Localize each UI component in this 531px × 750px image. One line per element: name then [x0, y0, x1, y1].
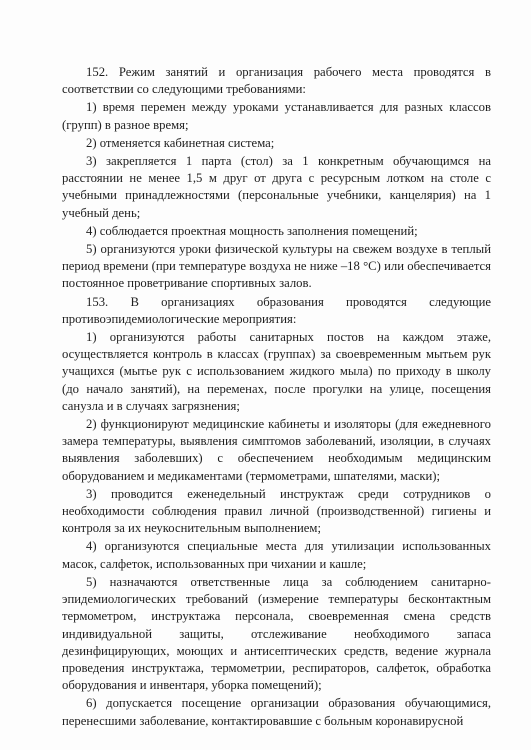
paragraph-153-item-5: 5) назначаются ответственные лица за соблюдением санитарно-эпидемиологических требований (измерение температуры бесконтактным термометром, инструктажа персонала, своевременная смена средств индивидуальной защиты, отслеживание необходимого запаса дезинфицирующих, моющих и антисептических средств, ведение журнала проведения инструктажа, термометрии, респираторов, салфеток, обработка оборудования и инвентаря, уборка помещений);: [62, 574, 491, 693]
paragraph-153-item-3: 3) проводится еженедельный инструктаж среди сотрудников о необходимости соблюдения правил личной (производственной) гигиены и контроля за их неукоснительным выполнением;: [62, 486, 491, 536]
paragraph-153-item-1: 1) организуются работы санитарных постов на каждом этаже, осуществляется контроль в классах (группах) за своевременным мытьем рук учащихся (мытье рук с использованием жидкого мыла) по приходу в школу (до начало занятий), на переменах, после прогулки на улице, посещения санузла и в случаях загрязнения;: [62, 330, 491, 413]
paragraph-153-item-4: 4) организуются специальные места для утилизации использованных масок, салфеток, использованных при чихании и кашле;: [62, 539, 491, 571]
paragraph-153-item-2: 2) функционируют медицинские кабинеты и изоляторы (для ежедневного замера температуры, выявления симптомов заболеваний, изоляции, в случаях выявления заболевших) с обеспечением необходимым медицинским оборудованием и медикаментами (термометрами, шпателями, маски);: [62, 417, 491, 483]
paragraph-152-item-4: 4) соблюдается проектная мощность заполнения помещений;: [86, 223, 418, 238]
paragraph-152-item-1: 1) время перемен между уроками устанавливается для разных классов (групп) в разное время;: [62, 100, 491, 132]
paragraph-153-intro: 153. В организациях образования проводятся следующие противоэпидемиологические мероприятия:: [62, 294, 491, 326]
paragraph-152-intro: 152. Режим занятий и организация рабочего места проводятся в соответствии со следующими требованиями:: [62, 65, 491, 97]
paragraph-152-item-5: 5) организуются уроки физической культуры на свежем воздухе в теплый период времени (при температуре воздуха не ниже –18 °С) или обеспечивается постоянное проветривание спортивных залов.: [62, 242, 491, 291]
paragraph-153-item-6: 6) допускается посещение организации образования обучающимися, перенесшими заболевание, контактировавшие с больным коронавирусной: [62, 696, 491, 728]
paragraph-152-item-3: 3) закрепляется 1 парта (стол) за 1 конкретным обучающимся на расстоянии не менее 1,5 м друг от друга с ресурсным лотком на столе с учебными принадлежностями (персональные учебники, канцелярия) на 1 учебный день;: [62, 154, 491, 220]
paragraph-152-item-2: 2) отменяется кабинетная система;: [86, 135, 275, 150]
